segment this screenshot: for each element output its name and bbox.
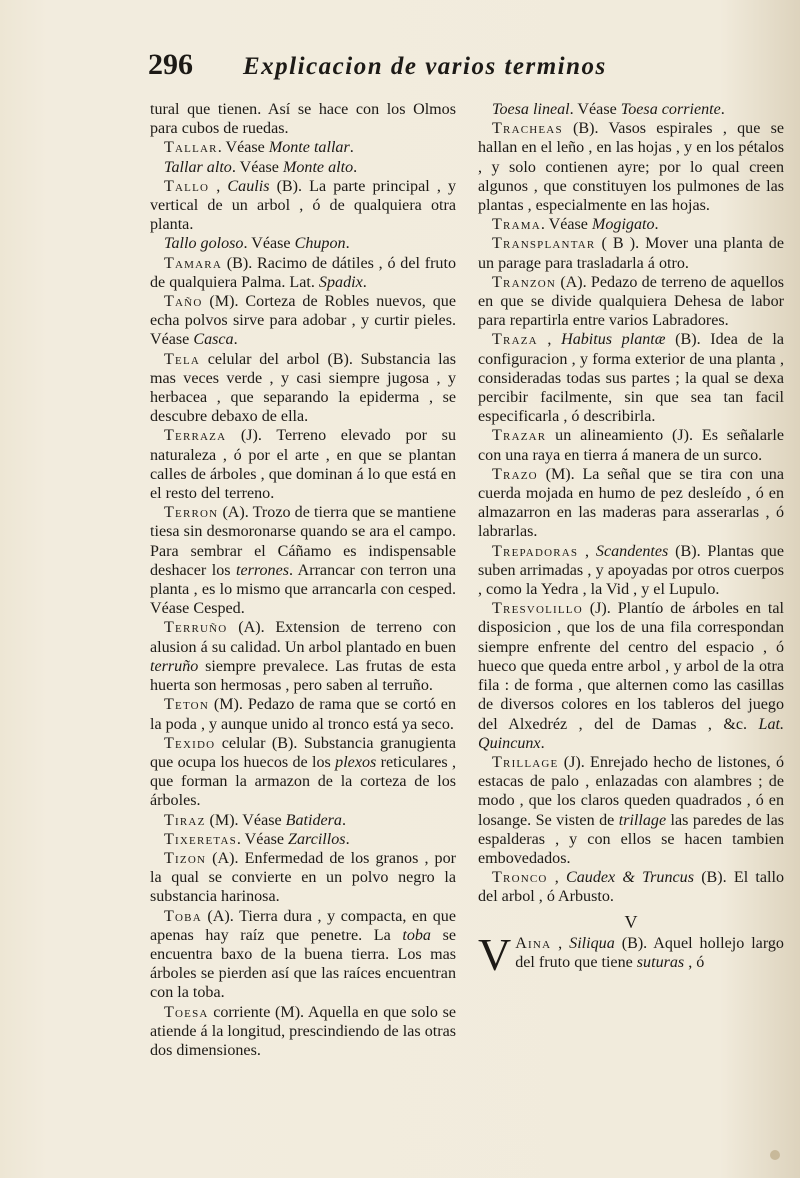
entry-headword: Trepadoras <box>492 542 579 560</box>
entry-text: . Véase <box>540 216 592 234</box>
entry-italic: Lat. Quincunx <box>478 715 784 752</box>
entry-text: . <box>349 139 354 157</box>
entry-italic: Spadix <box>318 273 363 291</box>
entry-italic: Monte tallar <box>268 139 350 157</box>
entry-headword: Tixeretas <box>164 830 237 848</box>
glossary-entry <box>150 830 456 849</box>
entry-headword: Tela <box>164 350 201 368</box>
entry-headword: Trazo <box>492 465 538 483</box>
entry-headword: Terraza <box>164 427 227 445</box>
glossary-entry <box>150 158 456 177</box>
entry-text: (B). Racimo de dátiles , ó del fruto de qualquiera Palma. Lat. <box>150 254 456 291</box>
entry-term: Toesa lineal <box>492 101 570 118</box>
entry-text: . <box>353 158 358 176</box>
entry-text: . Véase <box>569 101 621 118</box>
entry-text: (A). Trozo de tierra que se mantiene tiesa sin desmoronarse quando se ara el campo. Para sembrar el Cáñamo es indispensable deshacer los <box>150 504 456 579</box>
glossary-entry <box>150 849 456 907</box>
ink-spot <box>770 1150 780 1160</box>
entry-text: ( B ). Mover una planta de un parage para trasladarla á otro. <box>478 235 784 272</box>
entry-italic: suturas <box>636 953 685 971</box>
entry-italic: Mogigato <box>591 216 655 234</box>
entry-italic: Caudex & Truncus <box>566 869 694 887</box>
entry-headword: Terruño <box>164 619 228 637</box>
entry-italic: Zarcillos <box>288 830 346 848</box>
entry-italic: Monte alto <box>282 158 354 176</box>
glossary-entry <box>478 330 784 426</box>
glossary-entry <box>150 234 456 253</box>
page-number: 296 <box>148 48 193 81</box>
entry-headword: Tallo <box>164 177 210 195</box>
entry-italic: Toesa corriente <box>620 101 721 118</box>
glossary-entry <box>150 177 456 235</box>
entry-text: (B). Aquel hollejo largo del fruto que tiene <box>515 934 784 971</box>
glossary-entry <box>150 350 456 427</box>
entry-text: , <box>537 331 562 349</box>
entry-text: . Véase <box>217 139 269 157</box>
entry-text: (B). Idea de la configuracion , y forma exterior de una planta , consideradas todas sus partes ; la qual se dexa percibir facilmente, sin que sea tan facil especificarla , ó describirla. <box>478 331 784 426</box>
entry-text: , <box>551 934 570 952</box>
entry-text: reticulares , que forman la armazon de la corteza de los árboles. <box>150 753 456 810</box>
entry-text: . <box>654 216 659 234</box>
glossary-entry <box>478 234 784 272</box>
entry-headword: Trillage <box>492 753 559 771</box>
entry-text: (M). Véase <box>205 811 286 829</box>
entry-text: tural que tienen. Así se hace con los Olmos para cubos de ruedas. <box>150 101 456 138</box>
entry-headword: Teton <box>164 696 209 714</box>
entry-italic: Siliqua <box>569 934 615 952</box>
entry-headword: Trama <box>492 216 541 234</box>
entry-headword: Terron <box>164 504 219 522</box>
entry-italic: Habitus plantæ <box>561 331 666 349</box>
entry-headword: Tracheas <box>492 120 563 138</box>
entry-text: (A). Tierra dura , y compacta, en que apenas hay raíz que penetre. La <box>150 907 456 944</box>
glossary-entry <box>150 695 456 733</box>
entry-text: celular del arbol (B). Substancia las mas veces verde , y casi siempre jugosa , y herbacea , que separando la epiderma , se descubre debaxo de ella. <box>150 350 456 426</box>
entry-text: , <box>578 542 596 560</box>
glossary-entry <box>478 599 784 753</box>
entry-italic: Caulis <box>227 177 270 195</box>
glossary-entry <box>478 426 784 464</box>
entry-text: . Véase <box>243 235 295 253</box>
entry-headword: Tiraz <box>164 811 206 829</box>
entry-text: (B). La parte principal , y vertical de un arbol , ó de qualquiera otra planta. <box>150 177 456 234</box>
entry-italic: terrones <box>235 561 290 579</box>
entry-text: (B). Vasos espirales , que se hallan en el leño , en las hojas , y en los pétalos , y solo contienen ayre; por lo qual creen algunos , que constituyen los pulmones de las plantas , especialmente en las hojas. <box>478 120 784 215</box>
entry-italic: Scandentes <box>595 542 669 560</box>
glossary-entry <box>150 618 456 695</box>
entry-italic: terruño <box>150 657 199 675</box>
entry-headword: Transplantar <box>492 235 596 253</box>
entry-text: (B). El tallo del arbol , ó Arbusto. <box>478 869 784 906</box>
entry-headword: Trazar <box>492 427 547 445</box>
entry-text: , <box>547 869 566 887</box>
glossary-entry <box>478 753 784 868</box>
entry-headword: Tranzon <box>492 273 557 291</box>
entry-text: corriente (M). Aquella en que solo se atiende á la longitud, prescindiendo de las otras dos dimensiones. <box>150 1003 456 1059</box>
entry-text: , ó <box>684 953 705 971</box>
entry-text: siempre prevalece. Las frutas de esta huerta son hermosas , pero saben al terruño. <box>150 657 456 695</box>
glossary-entry <box>150 811 456 830</box>
entry-italic: plexos <box>335 753 377 771</box>
entry-text: (A). Extension de terreno con alusion á su calidad. Un arbol plantado en buen <box>150 619 456 656</box>
entry-text: (A). Enfermedad de los granos , por la qual se convierte en un polvo negro la substancia harinosa. <box>150 849 456 906</box>
entry-headword: Toesa <box>164 1003 209 1021</box>
entry-text: . <box>233 331 238 349</box>
entry-headword: Tallar <box>164 139 218 157</box>
page-header <box>148 48 748 88</box>
entry-text: . <box>720 101 725 118</box>
glossary-entry <box>478 273 784 331</box>
entry-headword: Tronco <box>492 869 548 887</box>
glossary-entry <box>150 1003 456 1061</box>
entry-text: (J). Enrejado hecho de listones, ó estacas de palo , enlazadas con alambres ; de modo , que los claros queden quadrados , ó en losange. Se visten de <box>478 753 784 829</box>
entry-text: (J). Plantío de árboles en tal disposicion , que los de una fila correspondan siempre enfrente del centro del espacio , ó hueco que queda entre arbol , y arbol de la otra fila : de forma , que alternen como las casillas de diversos colores en los tableros del juego del Alxedréz , del de Damas , &c. <box>478 600 784 733</box>
entry-text: se encuentra baxo de la buena tierra. Los mas árboles se pierden así que las raíces encuentran con la toba. <box>150 926 456 1002</box>
drop-cap: V <box>478 928 512 980</box>
entry-headword: Aina <box>515 934 552 952</box>
glossary-entry <box>150 292 456 350</box>
entry-text: . <box>345 830 350 848</box>
entry-term: Tallar alto <box>164 158 232 176</box>
right-column <box>478 100 784 980</box>
entry-italic: toba <box>402 926 431 944</box>
glossary-entry <box>150 138 456 157</box>
entry-italic: trillage <box>618 811 667 829</box>
entry-headword: Tizon <box>164 849 207 867</box>
glossary-entry <box>478 215 784 234</box>
entry-headword: Traza <box>492 331 538 349</box>
glossary-entry <box>150 734 456 811</box>
entry-text: . <box>345 235 350 253</box>
entry-text: . <box>540 734 545 752</box>
entry-text: (M). Pedazo de rama que se cortó en la poda , y aunque unido al tronco está ya seco. <box>150 696 456 733</box>
entry-text: un alineamiento (J). Es señalarle con una raya en tierra á manera de un surco. <box>478 427 784 464</box>
entry-text: . Arrancar con terron una planta , es lo mismo que arrancarla con cesped. Véase Cesped. <box>150 561 456 618</box>
entry-text: (B). Plantas que suben arrimadas , y apoyadas por otros cuerpos , como la Yedra , la Vid , y el Lupulo. <box>478 542 784 599</box>
entry-text: . Véase <box>231 158 283 176</box>
entry-headword: Toba <box>164 907 202 925</box>
entry-headword: Taño <box>164 293 203 311</box>
glossary-entry <box>150 254 456 292</box>
entry-text: . <box>341 811 347 829</box>
entry-text: (M). La señal que se tira con una cuerda mojada en humo de pez desleído , ó en almazarron en las maderas para asserarlas , ó labrarlas. <box>478 465 784 541</box>
entry-text: , <box>209 177 228 195</box>
entry-headword: Tresvolillo <box>492 600 583 618</box>
glossary-entry <box>150 426 456 503</box>
entry-headword: Tamara <box>164 254 222 272</box>
entry-text: (A). Pedazo de terreno de aquellos en que se divide qualquiera Dehesa de labor para repartirla entre varios Labradores. <box>478 273 784 330</box>
entry-text: (M). Corteza de Robles nuevos, que echa polvos sirve para adobar , y curtir pieles. Véase <box>150 293 456 349</box>
glossary-entry <box>478 465 784 542</box>
glossary-entry <box>478 928 784 980</box>
entry-text: celular (B). Substancia granugienta que ocupa los huecos de los <box>150 734 456 771</box>
left-column <box>150 100 456 1060</box>
glossary-entry <box>150 503 456 618</box>
running-head: Explicacion de varios terminos <box>243 53 607 80</box>
glossary-entry <box>150 907 456 1003</box>
glossary-entry <box>478 100 784 119</box>
entry-italic: Casca <box>193 331 234 349</box>
entry-italic: Chupon <box>294 235 346 253</box>
entry-headword: Texido <box>164 734 216 752</box>
glossary-entry <box>150 100 456 138</box>
glossary-entry <box>478 119 784 215</box>
entry-text: las paredes de las espalderas , y con ellos se hacen tambien embovedados. <box>478 811 784 867</box>
entry-text: (J). Terreno elevado por su naturaleza , ó por el arte , en que se plantan calles de árboles , que dominan á lo que está en el resto del terreno. <box>150 427 456 503</box>
entry-text: . Véase <box>236 830 289 848</box>
entry-italic: Batidera <box>285 811 342 829</box>
entry-text: . <box>362 273 367 291</box>
glossary-entry <box>478 868 784 906</box>
section-letter: V <box>624 911 638 932</box>
entry-term: Tallo goloso <box>164 235 244 253</box>
glossary-entry <box>478 542 784 600</box>
